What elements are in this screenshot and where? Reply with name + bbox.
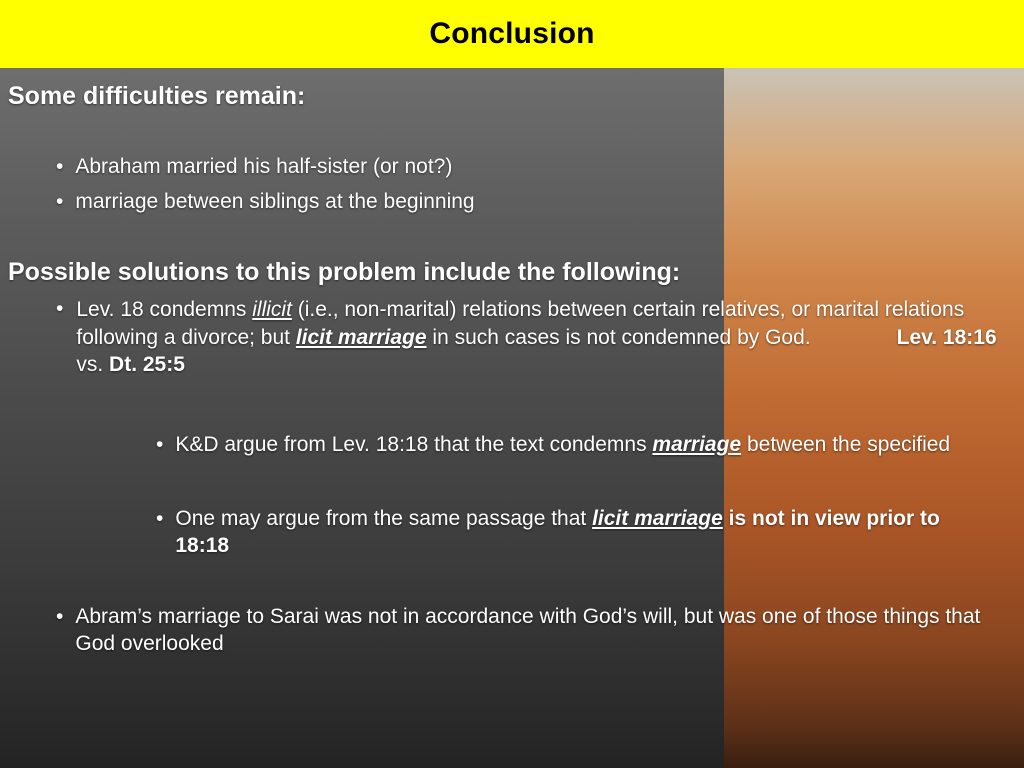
text-segment: in such cases is not condemned by God. xyxy=(426,325,811,349)
heading-solutions: Possible solutions to this problem include the following: xyxy=(8,258,681,286)
bullet-icon: • xyxy=(56,297,64,320)
list-item-label: Abram’s marriage to Sarai was not in accordance with God’s will, but was one of those things that God overlooked xyxy=(75,605,981,655)
heading-difficulties: Some difficulties remain: xyxy=(8,82,306,110)
text-segment: between the specified xyxy=(741,433,951,456)
bullet-icon: • xyxy=(56,155,64,178)
page-title: Conclusion xyxy=(429,17,595,50)
text-segment: is not in view prior to 18:18 xyxy=(175,507,940,557)
list-item xyxy=(56,189,676,216)
text-segment: Lev. 18 condemns xyxy=(76,298,253,321)
bullet-icon: • xyxy=(56,190,64,213)
slide-title-bar xyxy=(0,0,1024,68)
text-segment: One may argue from the same passage that xyxy=(175,507,593,530)
scripture-reference-1: Lev. 18:16 xyxy=(896,325,997,349)
emphasis-licit-marriage: licit marriage xyxy=(295,325,427,349)
emphasis-illicit: illicit xyxy=(252,298,292,321)
bullet-icon: • xyxy=(156,433,164,456)
bullet-icon: • xyxy=(156,507,164,530)
slide-content xyxy=(0,68,1024,768)
list-item xyxy=(56,296,1006,379)
text-segment: (i.e., non-marital) relations between certain relatives, or marital relations following a divorce; but xyxy=(76,298,965,349)
list-item xyxy=(156,506,996,560)
list-item-label xyxy=(76,296,1006,379)
list-item-label: Abraham married his half-sister (or not?) xyxy=(75,155,453,178)
list-item xyxy=(56,604,1006,658)
emphasis-marriage: marriage xyxy=(652,433,742,456)
text-segment: vs. xyxy=(76,353,110,377)
emphasis-licit-marriage: licit marriage xyxy=(592,507,723,530)
bullet-icon: • xyxy=(56,605,64,628)
list-item-label xyxy=(175,432,950,459)
text-segment: K&D argue from Lev. 18:18 that the text condemns xyxy=(175,433,653,456)
list-item-label xyxy=(175,506,996,560)
list-item-label: marriage between siblings at the beginning xyxy=(75,190,475,213)
list-item xyxy=(156,432,1016,459)
scripture-reference-2: Dt. 25:5 xyxy=(109,353,185,377)
list-item xyxy=(56,154,676,181)
